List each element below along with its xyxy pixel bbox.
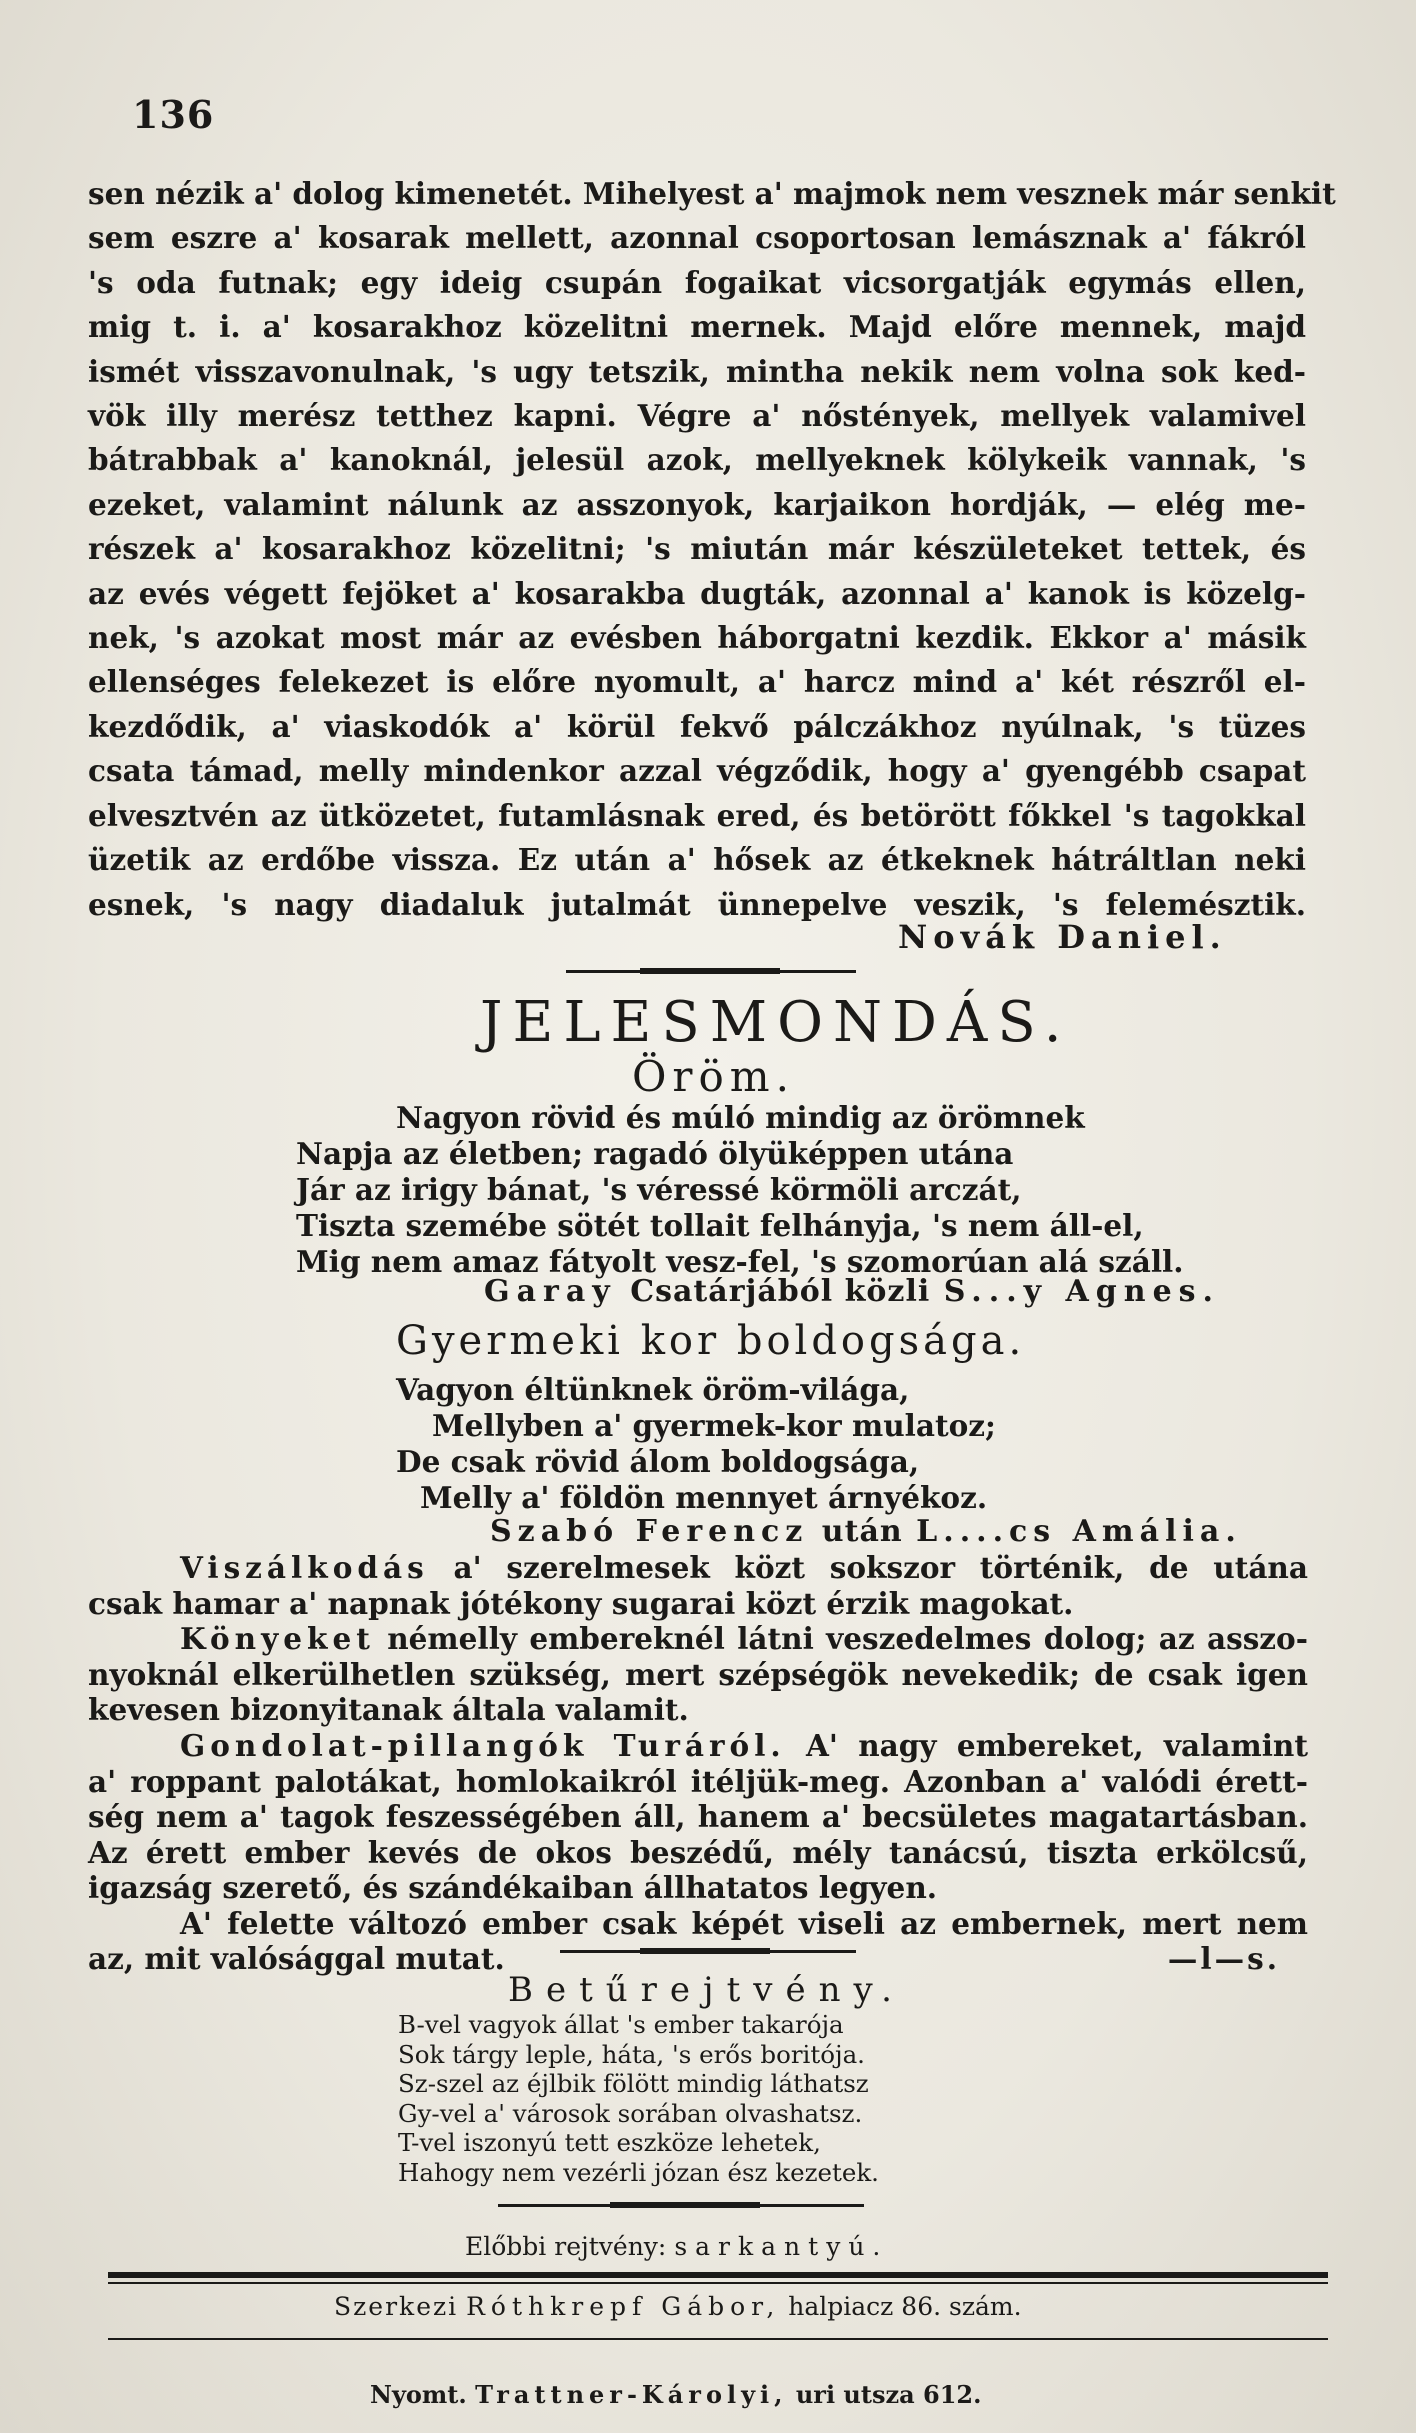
maxim-text: az, mit valósággal mutat. bbox=[88, 1941, 505, 1976]
riddle-line: Sz-szel az éjlbik fölött mindig láthatsz bbox=[398, 2069, 869, 2098]
divider-rule-center bbox=[640, 968, 780, 974]
article-line: csata támad, melly mindenkor azzal végződik, hogy a' gyengébb csapat bbox=[88, 753, 1306, 789]
poem-line: De csak rövid álom boldogsága, bbox=[396, 1444, 920, 1479]
poem-line: Jár az irigy bánat, 's véressé körmöli arczát, bbox=[296, 1172, 1022, 1207]
maxim-text: A' nagy embereket, valamint bbox=[806, 1728, 1308, 1763]
maxim-gondolat bbox=[88, 1728, 1308, 1977]
credit-text: után bbox=[821, 1514, 903, 1549]
footer-rule-thick bbox=[108, 2272, 1328, 2278]
credit-author: L....cs Amália. bbox=[916, 1514, 1242, 1549]
poem-line: Napja az életben; ragadó ölyüképpen utána bbox=[296, 1136, 1014, 1171]
divider-rule-center bbox=[610, 2202, 760, 2208]
poem-line: Mig nem amaz fátyolt vesz-fel, 's szomorúan alá száll. bbox=[296, 1244, 1184, 1279]
maxim-lead: Gondolat-pillangók Turáról. bbox=[180, 1728, 786, 1763]
poem-line: Mellyben a' gyermek-kor mulatoz; bbox=[432, 1408, 996, 1443]
maxim-line: ség nem a' tagok feszességében áll, hanem a' becsületes magatartásban. bbox=[88, 1799, 1308, 1834]
maxim-line: A' felette változó ember csak képét viseli az embernek, mert nem bbox=[180, 1905, 1308, 1941]
credit-name: Garay bbox=[484, 1274, 617, 1309]
maxim-line: kevesen bizonyitanak általa valamit. bbox=[88, 1692, 689, 1727]
riddle-line: Sok tárgy leple, háta, 's erős boritója. bbox=[398, 2039, 865, 2069]
editor-name: Róthkrepf Gábor, bbox=[466, 2292, 781, 2321]
poem-line: Nagyon rövid és múló mindig az örömnek bbox=[396, 1100, 1085, 1135]
maxim-text: némelly embereknél látni veszedelmes dolog; az asszo- bbox=[387, 1621, 1308, 1656]
maxim-konyeket bbox=[88, 1621, 1308, 1728]
answer-word: sarkantyú. bbox=[674, 2232, 889, 2261]
riddle-line: Gy-vel a' városok sorában olvashatsz. bbox=[398, 2098, 863, 2128]
printer-address: uri utsza 612. bbox=[795, 2380, 982, 2409]
credit-text: Csatárjából közli bbox=[630, 1274, 931, 1309]
poem1 bbox=[296, 1100, 1184, 1280]
section-title: JELESMONDÁS. bbox=[480, 990, 1072, 1055]
article-line: sen nézik a' dolog kimenetét. Mihelyest a' majmok nem vesznek már senkit bbox=[88, 176, 1336, 211]
maxim-lead: Viszálkodás bbox=[180, 1550, 429, 1585]
page-number: 136 bbox=[132, 92, 215, 137]
footer-rule-thin bbox=[108, 2282, 1328, 2284]
answer-label: Előbbi rejtvény: bbox=[465, 2232, 667, 2261]
article-line: elvesztvén az ütközetet, futamlásnak ered, és betörött főkkel 's tagokkal bbox=[88, 797, 1306, 833]
poem2-credit bbox=[490, 1514, 1242, 1549]
article-line: részek a' kosarakhoz közelitni; 's miután már készületeket tettek, és bbox=[88, 531, 1306, 567]
riddle-answer bbox=[465, 2232, 888, 2261]
article-line: ellenséges felekezet is előre nyomult, a' harcz mind a' két részről el- bbox=[88, 664, 1306, 700]
printer-name: Trattner-Károlyi, bbox=[475, 2380, 788, 2409]
divider-rule-center bbox=[640, 1948, 770, 1954]
credit-author: S...y Agnes. bbox=[943, 1274, 1220, 1309]
article-body bbox=[88, 172, 1336, 927]
article-line: sem eszre a' kosarak mellett, azonnal csoportosan lemásznak a' fákról bbox=[88, 220, 1306, 256]
footer-rule-bottom bbox=[108, 2338, 1328, 2340]
maxim-line: nyoknál elkerülhetlen szükség, mert szépségök nevekedik; de csak igen bbox=[88, 1656, 1308, 1692]
article-line: mig t. i. a' kosarakhoz közelitni mernek. Majd előre mennek, majd bbox=[88, 309, 1306, 345]
article-line: esnek, 's nagy diadaluk jutalmát ünnepelve veszik, 's felemésztik. bbox=[88, 886, 1306, 922]
article-line: vök illy merész tetthez kapni. Végre a' nőstények, mellyek valamivel bbox=[88, 398, 1306, 434]
riddle-line: B-vel vagyok állat 's ember takarója bbox=[398, 2010, 844, 2039]
poem-line: Vagyon éltünknek öröm-világa, bbox=[396, 1372, 910, 1407]
poem1-credit bbox=[484, 1274, 1220, 1309]
article-line: bátrabbak a' kanoknál, jelesül azok, mellyeknek kölykeik vannak, 's bbox=[88, 442, 1306, 478]
article-line: ezeket, valamint nálunk az asszonyok, karjaikon hordják, — elég me- bbox=[88, 486, 1306, 522]
maxim-line: csak hamar a' napnak jótékony sugarai közt érzik magokat. bbox=[88, 1585, 1074, 1621]
maxim-lead: Könyeket bbox=[180, 1621, 375, 1656]
maxim-text: a' szerelmesek közt sokszor történik, de utána bbox=[453, 1550, 1308, 1585]
riddle-line: Hahogy nem vezérli józan ész kezetek. bbox=[398, 2157, 879, 2187]
editor-label: Szerkezi bbox=[334, 2292, 459, 2321]
poem2 bbox=[396, 1372, 996, 1516]
article-line: kezdődik, a' viaskodók a' körül fekvő pálczákhoz nyúlnak, 's tüzes bbox=[88, 708, 1306, 744]
poem-line: Tiszta szemébe sötét tollait felhányja, 's nem áll-el, bbox=[296, 1208, 1144, 1243]
printer-label: Nyomt. bbox=[370, 2380, 467, 2409]
maxim-line: Az érett ember kevés de okos beszédű, mély tanácsú, tiszta erkölcsű, bbox=[88, 1834, 1308, 1870]
article-line: 's oda futnak; egy ideig csupán fogaikat vicsorgatják egymás ellen, bbox=[88, 264, 1306, 300]
editor-line bbox=[334, 2292, 1022, 2321]
article-author: Novák Daniel. bbox=[898, 918, 1227, 956]
riddle-body bbox=[398, 2010, 879, 2187]
maxim-viszalkodas bbox=[88, 1550, 1308, 1621]
printer-line bbox=[370, 2380, 981, 2409]
maxim-sign: —l—s. bbox=[1167, 1941, 1280, 1976]
riddle-line: T-vel iszonyú tett eszköze lehetek, bbox=[398, 2128, 821, 2157]
poem1-title: Öröm. bbox=[632, 1052, 795, 1101]
maxim-line bbox=[88, 1621, 1308, 1657]
maxim-line bbox=[88, 1550, 1308, 1586]
article-line: üzetik az erdőbe vissza. Ez után a' hősek az étkeknek hátráltlan neki bbox=[88, 842, 1306, 878]
article-line: nek, 's azokat most már az evésben háborgatni kezdik. Ekkor a' másik bbox=[88, 620, 1306, 656]
credit-name: Szabó Ferencz bbox=[490, 1514, 809, 1549]
article-line: ismét visszavonulnak, 's ugy tetszik, mintha nekik nem volna sok ked- bbox=[88, 353, 1306, 389]
poem2-title: Gyermeki kor boldogsága. bbox=[396, 1318, 1026, 1364]
article-line: az evés végett fejöket a' kosarakba dugták, azonnal a' kanok is közelg- bbox=[88, 575, 1306, 611]
maxim-line: igazság szerető, és szándékaiban állhatatos legyen. bbox=[88, 1870, 938, 1905]
maxim-line bbox=[88, 1728, 1308, 1764]
poem-line: Melly a' földön mennyet árnyékoz. bbox=[420, 1480, 988, 1515]
riddle-title: Betűrejtvény. bbox=[508, 1970, 905, 2010]
editor-address: halpiacz 86. szám. bbox=[788, 2292, 1022, 2321]
maxim-line: a' roppant palotákat, homlokaikról itéljük-meg. Azonban a' valódi érett- bbox=[88, 1763, 1308, 1799]
